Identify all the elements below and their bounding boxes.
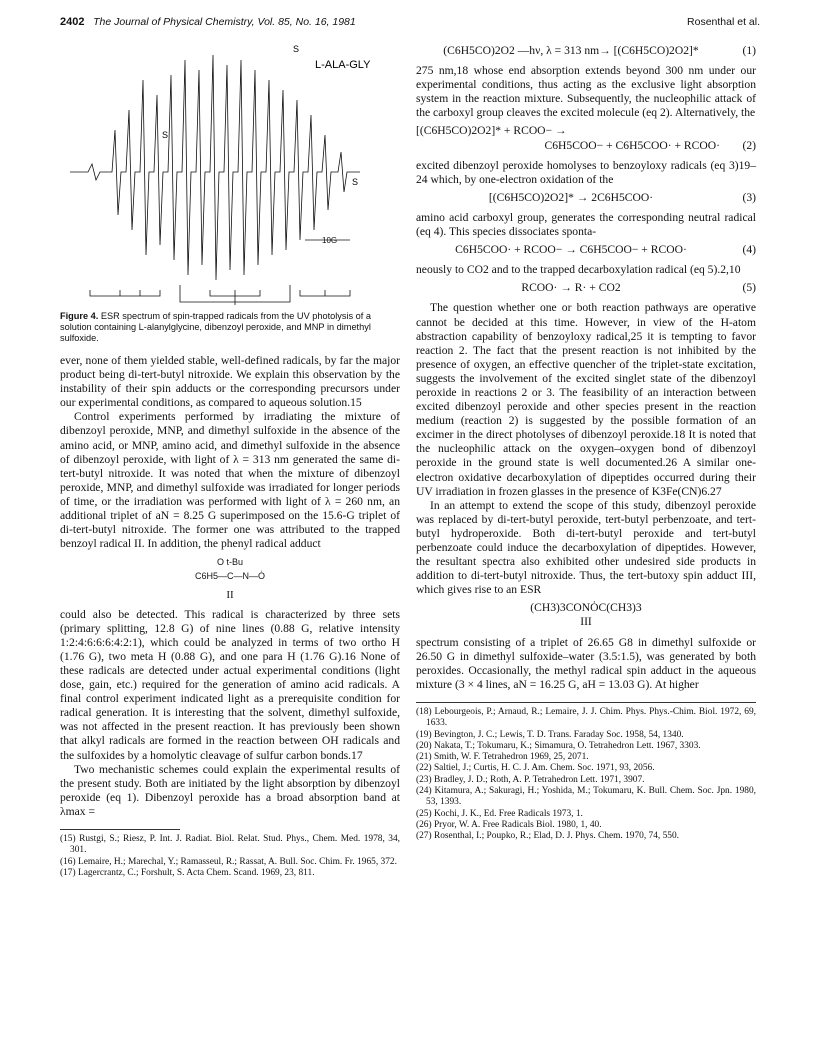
footnote: (20) Nakata, T.; Tokumaru, K.; Simamura, O. Tetrahedron Lett. 1967, 3303. [416,740,701,751]
right-column [416,40,756,843]
equation-4-text: C6H5COO· + RCOO− → C6H5COO− + RCOO· [455,243,687,257]
journal-name: The Journal of Physical Chemistry, Vol. 85, No. 16, 1981 [93,16,356,28]
equation-3 [416,191,756,205]
figure-caption [60,311,400,344]
right-paragraph-1: 275 nm,18 whose end absorption extends beyond 300 nm under our experimental conditions, thus acting as the exclusive light absorption system in the reaction mixture. Subsequently, the nucleophilic attack of the carboxyl group cleaves the excited molecule (eq 2). Alternatively, the [416,64,756,120]
equation-5 [416,281,756,295]
equation-4-number: (4) [742,243,756,257]
structure-iii [416,601,756,629]
equation-2-line2: C6H5COO− + C6H5COO· + RCOO· [544,138,720,152]
structure-ii-top: O t-Bu [216,557,243,568]
esr-figure [60,40,400,305]
right-paragraph-3: amino acid carboxyl group, generates the corresponding neutral radical (eq 4). This species dissociates sponta- [416,210,756,239]
right-footnotes [416,707,756,843]
page-header [60,16,760,32]
right-paragraph-7: spectrum consisting of a triplet of 26.65 G8 in dimethyl sulfoxide or 26.50 G in dimethyl sulfoxide–water (3.5:1.5), was generated by both peroxides. Occasionally, the methyl radical spin adduct in the aqueous mixture (3 × 4 lines, aN = 16.25 G, aH = 13.03 G). At higher [416,635,756,691]
equation-4 [416,243,756,257]
s-marker-left: S [162,130,169,140]
equation-2-line1: [(C6H5CO)2O2]* + RCOO− → [416,124,567,138]
equation-1 [416,44,756,58]
figure-caption-label: Figure 4. [60,311,99,321]
left-paragraph-3: could also be detected. This radical is characterized by three sets (primary splitting, 12.8 G) of nine lines (0.88 G, relative intensity 1:2:4:6:6:6:4:2:1), which could be analyzed in terms of two ortho H (1.76 G), two meta H (0.88 G), and one para H (1.76 G).16 None of these radicals are detected under actual experimental conditions (light dose, gain, etc.) required for the generation of amino acid radicals. A final control experiment indicated light as a prerequisite condition for radical generation. It is interesting that the solvent, dimethyl sulfoxide, was not affected in the present reaction. It has previously been shown that alkyl radicals are formed in the reaction between OH radicals and the sulfoxides by a homolytic cleavage of sulfur carbon bonds.17 [60,607,400,762]
page-number: 2402 [60,16,85,28]
footnote: (19) Bevington, J. C.; Lewis, T. D. Trans. Faraday Soc. 1958, 54, 1340. [416,729,684,740]
left-paragraph-2: Control experiments performed by irradiating the mixture of dibenzoyl peroxide, MNP, and dimethyl sulfoxide in the absence of the amino acid, or MNP, amino acid, and dimethyl sulfoxide in the absence of dibenzoyl peroxide, with light of λ = 313 nm generated the same di-tert-butyl nitroxide. It was noted that when the mixture of dibenzoyl peroxide, MNP, and dimethyl sulfoxide was irradiated for longer periods of time, or the irradiation was performed with light of λ = 260 nm, an additional triplet of aN = 8.25 G superimposed on the 15.6-G triplet of di-tert-butyl nitroxide. The former one was attributed to the trapped benzoyl radical II. In addition, the phenyl radical adduct [60,410,400,551]
footnote: (24) Kitamura, A.; Sakuragi, H.; Yoshida, M.; Tokumaru, K. Bull. Chem. Soc. Jpn. 1980, 53, 1393. [416,786,756,808]
left-paragraph-4: Two mechanistic schemes could explain the experimental results of the present study. Both are initiated by the light absorption by dibenzoyl peroxide (eq 1). Dibenzoyl peroxide has a broad absorption band at λmax = [60,762,400,818]
esr-spectrum-plot [60,40,400,305]
footnote-rule-right [416,702,756,703]
equation-2-number: (2) [742,138,756,152]
footnote: (18) Lebourgeois, P.; Arnaud, R.; Lemaire, J. J. Chim. Phys. Phys.-Chim. Biol. 1972, 69, 1633. [416,706,756,729]
footnote: (16) Lemaire, H.; Marechal, Y.; Ramasseul, R.; Rassat, A. Bull. Soc. Chim. Fr. 1965, 372. [60,856,397,867]
footnote: (22) Saltiel, J.; Curtis, H. C. J. Am. Chem. Soc. 1971, 93, 2056. [416,763,655,774]
equation-1-text: (C6H5CO)2O2 —hν, λ = 313 nm→ [(C6H5CO)2O2]* [443,44,699,57]
equation-3-text: [(C6H5CO)2O2]* → 2C6H5COO· [488,190,654,204]
structure-iii-formula: (CH3)3CONȮC(CH3)3 [530,601,642,615]
stick-diagram [90,285,350,305]
s-marker-right: S [352,177,359,187]
equation-2 [416,124,756,152]
footnote: (25) Kochi, J. K., Ed. Free Radicals 1973, 1. [416,808,583,819]
scale-bar-text: 10G [322,236,338,245]
equation-5-number: (5) [742,281,756,295]
equation-1-number: (1) [742,44,756,57]
footnote: (23) Bradley, J. D.; Roth, A. P. Tetrahedron Lett. 1971, 3907. [416,774,645,785]
footnote: (17) Lagercrantz, C.; Forshult, S. Acta Chem. Scand. 1969, 23, 811. [60,867,315,878]
structure-ii-label: II [226,588,234,601]
footnote-rule [60,829,180,830]
structure-ii-bottom: C6H5—C—N—Ȯ [194,571,265,582]
left-paragraph-1: ever, none of them yielded stable, well-defined radicals, by far the major product being di-tert-butyl nitroxide. We explain this observation by the instability of their spin adducts or the corresponding precursors under our experimental conditions, as compared to aqueous solution.15 [60,354,400,410]
footnote: (27) Rosenthal, I.; Poupko, R.; Elad, D. J. Phys. Chem. 1970, 74, 550. [416,831,680,842]
structure-iii-label: III [580,615,592,629]
running-authors: Rosenthal et al. [687,16,760,28]
left-footnotes [60,834,400,879]
right-paragraph-2: excited dibenzoyl peroxide homolyses to benzoyloxy radicals (eq 3)19–24 which, by one-electron oxidation of the [416,158,756,186]
structure-ii [60,555,400,583]
esr-spectrum-trace [70,55,360,280]
footnote: (15) Rustgi, S.; Riesz, P. Int. J. Radiat. Biol. Relat. Stud. Phys., Chem. Med. 1978, 34, 301. [60,834,400,856]
equation-3-number: (3) [742,190,756,204]
left-column [60,40,400,879]
s-marker-top: S [293,44,300,54]
equation-5-text: RCOO· → R· + CO2 [521,281,621,295]
sample-label: L-ALA-GLY [315,59,371,71]
right-paragraph-5: The question whether one or both reaction pathways are operative cannot be decided at this time. However, in view of the H-atom abstraction capability of benzoyloxy radical,25 it is tempting to favor reaction 2. The fact that the present reaction is not inhibited by the presence of oxygen, an effective quencher of the triplet-state excitation, suggests the involvement of the excited singlet state of the dibenzoyl peroxide in reactions 2 or 3. The feasibility of an interaction between excited dibenzoyl peroxide and other species present in the reaction medium (reaction 2) is suggested by the possible formation of an excimer in the direct photolyses of dibenzoyl peroxide.18 It is noted that the nucleophilic attack on the oxygen–oxygen bond of dibenzoyl peroxide in the ground state is well documented.26 A similar one-electron oxidative decarboxylation of dipeptides occurred during their UV irradiation in frozen glasses in the presence of K3Fe(CN)6.27 [416,301,756,498]
right-paragraph-4: neously to CO2 and to the trapped decarboxylation radical (eq 5).2,10 [416,263,741,277]
footnote: (26) Pryor, W. A. Free Radicals Biol. 1980, 1, 40. [416,819,602,830]
figure-caption-text: ESR spectrum of spin-trapped radicals from the UV photolysis of a solution containing L-alanylglycine, dibenzoyl peroxide, and MNP in dimethyl sulfoxide. [60,311,371,343]
footnote: (21) Smith, W. F. Tetrahedron 1969, 25, 2071. [416,752,589,763]
right-paragraph-6: In an attempt to extend the scope of this study, dibenzoyl peroxide was replaced by di-tert-butyl peroxide, tert-butyl perbenzoate, and tert-butyl hydroperoxide. Both di-tert-butyl peroxide and tert-butyl perbenzoate could induce the decarboxylation of dipeptides. However, the resultant spectra also exhibited other undesired side products in addition to di-tert-butyl nitroxide. Thus, the tert-butoxy spin adduct III, which gives rise to an ESR [416,498,756,597]
